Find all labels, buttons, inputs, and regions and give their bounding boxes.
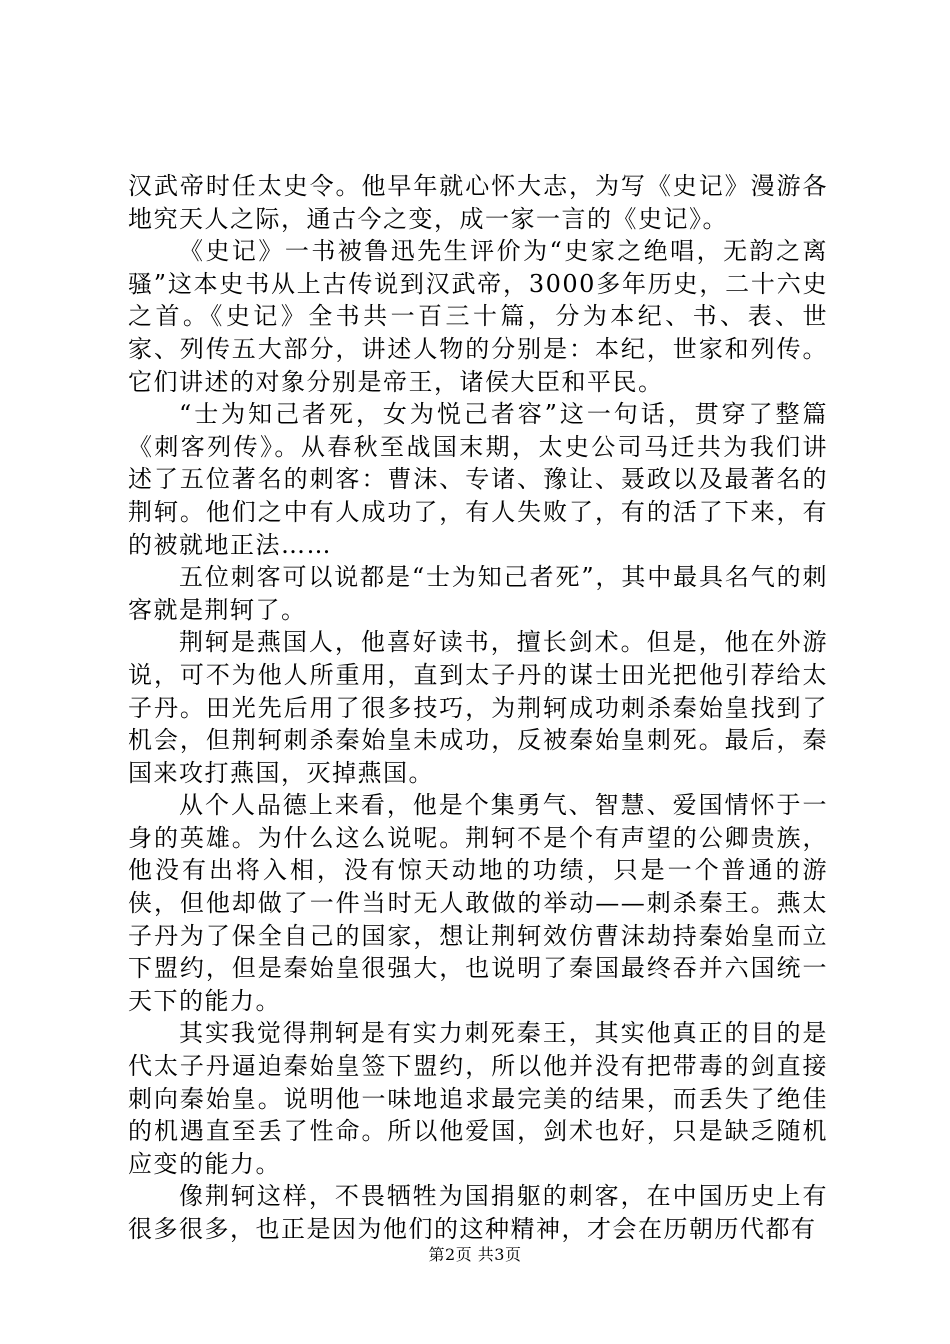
paragraph-2: 《史记》一书被鲁迅先生评价为“史家之绝唱，无韵之离骚”这本史书从上古传说到汉武帝，3000多年历史，二十六史之首。《史记》全书共一百三十篇，分为本纪、书、表、世家、列传五大部分，讲述人物的分别是：本纪，世家和列传。它们讲述的对象分别是帝王，诸侯大臣和平民。 — [128, 237, 828, 396]
paragraph-5: 荆轲是燕国人，他喜好读书，擅长剑术。但是，他在外游说，可不为他人所重用，直到太子丹的谋士田光把他引荐给太子丹。田光先后用了很多技巧，为荆轲成功刺杀秦始皇找到了机会，但荆轲刺杀秦始皇未成功，反被秦始皇刺死。最后，秦国来攻打燕国，灭掉燕国。 — [128, 628, 828, 787]
paragraph-1: 汉武帝时任太史令。他早年就心怀大志，为写《史记》漫游各地究天人之际，通古今之变，成一家一言的《史记》。 — [128, 172, 828, 233]
document-body — [128, 170, 828, 1246]
paragraph-7: 其实我觉得荆轲是有实力刺死秦王，其实他真正的目的是代太子丹逼迫秦始皇签下盟约，所以他并没有把带毒的剑直接刺向秦始皇。说明他一味地追求最完美的结果，而丢失了绝佳的机遇直至丢了性命。所以他爱国，剑术也好，只是缺乏随机应变的能力。 — [128, 1019, 828, 1178]
page-number-footer: 第2页 共3页 — [428, 1245, 522, 1264]
paragraph-3: “士为知己者死，女为悦己者容”这一句话，贯穿了整篇《刺客列传》。从春秋至战国末期，太史公司马迁共为我们讲述了五位著名的刺客：曹沫、专诸、豫让、聂政以及最著名的荆轲。他们之中有人成功了，有人失败了，有的活了下来，有的被就地正法…… — [128, 400, 828, 559]
paragraph-4: 五位刺客可以说都是“士为知己者死”，其中最具名气的刺客就是荆轲了。 — [128, 563, 828, 624]
paragraph-8: 像荆轲这样，不畏牺牲为国捐躯的刺客，在中国历史上有很多很多，也正是因为他们的这种精神，才会在历朝历代都有 — [128, 1182, 828, 1243]
paragraph-6: 从个人品德上来看，他是个集勇气、智慧、爱国情怀于一身的英雄。为什么这么说呢。荆轲不是个有声望的公卿贵族，他没有出将入相，没有惊天动地的功绩，只是一个普通的游侠，但他却做了一件当时无人敢做的举动——刺杀秦王。燕太子丹为了保全自己的国家，想让荆轲效仿曹沫劫持秦始皇而立下盟约，但是秦始皇很强大，也说明了秦国最终吞并六国统一天下的能力。 — [128, 791, 828, 1015]
